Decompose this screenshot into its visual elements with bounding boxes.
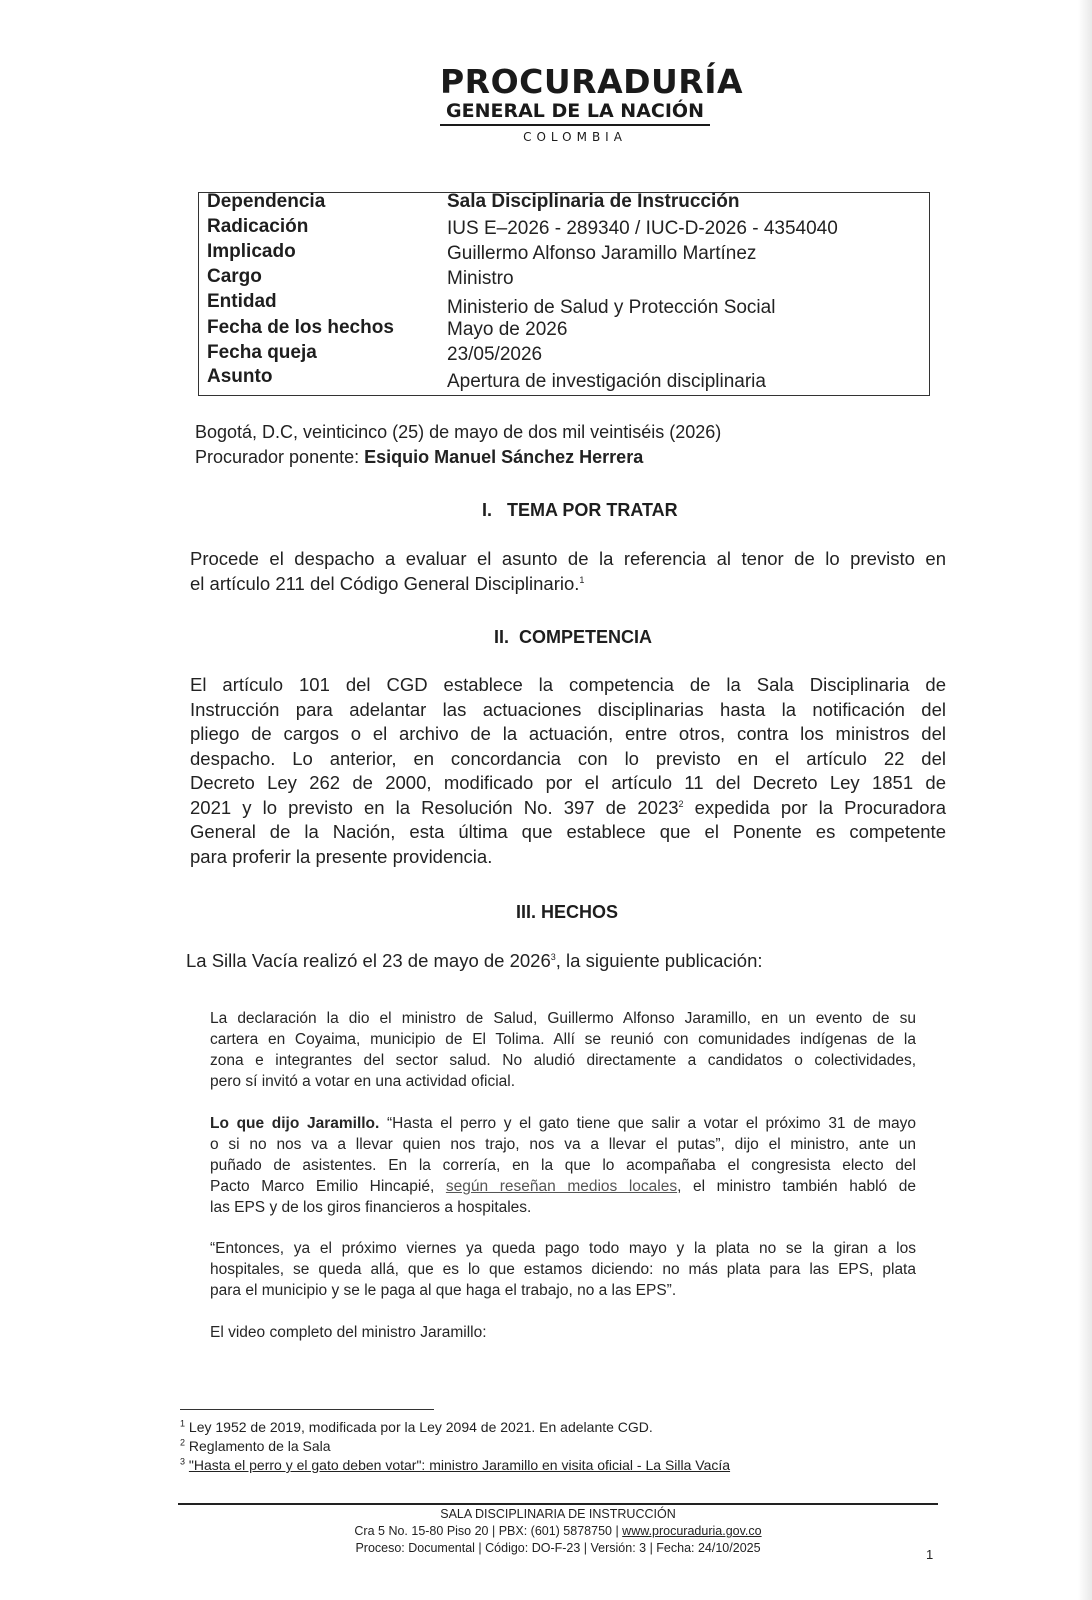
quote-text: “Hasta el perro y el gato tiene que salir a votar el próximo 31 de mayo — [379, 1115, 916, 1132]
info-value: Guillermo Alfonso Jaramillo Martínez — [447, 243, 757, 264]
footnote-number: 1 — [180, 1418, 186, 1429]
quote-line: El video completo del ministro Jaramillo: — [210, 1324, 487, 1341]
footnote-number: 2 — [180, 1437, 186, 1448]
info-row-entidad — [199, 291, 929, 316]
footer-rule — [178, 1503, 938, 1505]
footnote-ref-2: 2 — [678, 798, 684, 809]
quote-line: pero sí invitó a votar en una actividad oficial. — [210, 1073, 516, 1090]
quote-paragraph-1 — [210, 1008, 916, 1092]
footer-contact — [178, 1524, 938, 1538]
info-label: Radicación — [207, 216, 309, 237]
footnote-2 — [180, 1438, 331, 1454]
date-line: Bogotá, D.C, veinticinco (25) de mayo de dos mil veintiséis (2026) — [195, 422, 722, 442]
quote-line: o si no nos va a llevar quien nos trajo, nos va a llevar el putas”, dijo el ministro, ante un — [210, 1136, 916, 1153]
info-label: Fecha queja — [207, 342, 317, 363]
paragraph-line: Procede el despacho a evaluar el asunto de la referencia al tenor de lo previsto en — [190, 548, 946, 569]
info-row-asunto — [199, 366, 929, 391]
quote-paragraph-4 — [210, 1322, 916, 1343]
silla-vacia-link[interactable]: "Hasta el perro y el gato deben votar": ministro Jaramillo en visita oficial - La Silla Vacía — [188, 1457, 731, 1473]
info-value: IUS E–2026 - 289340 / IUC-D-2026 - 4354040 — [447, 218, 838, 239]
paragraph-line: despacho. Lo anterior, en concordancia con lo previsto en el artículo 22 del — [190, 747, 946, 769]
logo-country-text: COLOMBIA — [523, 130, 627, 144]
quote-line: hospitales, se queda allá, que es lo que estamos diciendo: no más plata para las EPS, plata — [210, 1261, 916, 1278]
footnote-ref-3: 3 — [550, 951, 556, 962]
info-row-cargo — [199, 266, 929, 291]
ponente-line — [195, 447, 643, 468]
info-row-fecha-hechos — [199, 317, 929, 342]
info-label: Asunto — [207, 366, 273, 387]
info-value: Mayo de 2026 — [447, 319, 568, 340]
section-3-heading: III. HECHOS — [516, 902, 619, 922]
info-label: Dependencia — [207, 191, 326, 212]
quote-line: las EPS y de los giros financieros a hospitales. — [210, 1199, 532, 1216]
info-value: 23/05/2026 — [447, 344, 543, 365]
quote-text: Pacto Marco Emilio Hincapié, — [210, 1178, 446, 1195]
logo-main-text: PROCURADURÍA — [440, 62, 744, 101]
info-row-dependencia — [199, 191, 929, 216]
logo-rule — [440, 124, 710, 126]
paragraph-text: expedida por la Procuradora — [683, 796, 946, 818]
footnote-text: Ley 1952 de 2019, modificada por la Ley 2094 de 2021. En adelante CGD. — [185, 1419, 653, 1435]
footnote-number: 3 — [180, 1456, 186, 1467]
quote-line: La declaración la dio el ministro de Salud, Guillermo Alfonso Jaramillo, en un evento de su — [210, 1010, 916, 1027]
logo-sub-text: GENERAL DE LA NACIÓN — [446, 100, 704, 122]
ponente-name: Esiquio Manuel Sánchez Herrera — [364, 447, 644, 467]
lead-text: La Silla Vacía realizó el 23 de mayo de 2026 — [186, 950, 551, 971]
quote-paragraph-2 — [210, 1113, 916, 1218]
info-label: Entidad — [207, 291, 277, 312]
quote-line — [210, 1113, 916, 1134]
page-edge-shadow — [1078, 0, 1092, 1600]
paragraph-text: 2021 y lo previsto en la Resolución No. 397 de 2023 — [190, 796, 679, 818]
info-value: Ministro — [447, 268, 514, 289]
info-row-radicacion — [199, 216, 929, 241]
footer-contact-text: Cra 5 No. 15-80 Piso 20 | PBX: (601) 5878750 | — [354, 1524, 623, 1538]
footer-dependency: SALA DISCIPLINARIA DE INSTRUCCIÓN — [440, 1507, 676, 1521]
paragraph-line — [190, 796, 946, 821]
section-2-paragraph — [190, 673, 946, 869]
quote-paragraph-3 — [210, 1238, 916, 1301]
paragraph-line — [190, 572, 946, 597]
paragraph-line: para proferir la presente providencia. — [190, 845, 493, 867]
quote-line: zona e integrantes del sector salud. No aludió directamente a candidatos o colectividades, — [210, 1052, 916, 1069]
quote-bold-lead: Lo que dijo Jaramillo. — [210, 1115, 380, 1132]
section-3-lead — [186, 950, 763, 972]
info-row-fecha-queja — [199, 342, 929, 367]
page-number: 1 — [926, 1547, 934, 1562]
case-info-table — [198, 192, 930, 396]
ponente-label: Procurador ponente: — [195, 447, 365, 467]
quote-text: , el ministro también habló de — [677, 1178, 917, 1195]
info-row-implicado — [199, 241, 929, 266]
info-label: Cargo — [207, 266, 262, 287]
paragraph-line: pliego de cargos o el archivo de la actuación, entre otros, contra los ministros del — [190, 723, 946, 744]
section-2-heading: II. COMPETENCIA — [494, 627, 653, 647]
paragraph-line: Instrucción para adelantar las actuaciones disciplinarias hasta la notificación del — [190, 698, 946, 720]
footnote-text: Reglamento de la Sala — [185, 1438, 331, 1454]
quote-line — [210, 1176, 916, 1197]
paragraph-text: el artículo 211 del Código General Disciplinario. — [190, 572, 580, 594]
quote-line: puñado de asistentes. En la correría, en la que lo acompañaba el congresista electo del — [210, 1157, 916, 1174]
paragraph-line: El artículo 101 del CGD establece la competencia de la Sala Disciplinaria de — [190, 674, 946, 695]
lead-text: , la siguiente publicación: — [555, 950, 763, 971]
section-1-paragraph — [190, 547, 946, 596]
quote-line: “Entonces, ya el próximo viernes ya queda pago todo mayo y la plata no se la giran a los — [210, 1240, 916, 1257]
paragraph-line: General de la Nación, esta última que establece que el Ponente es competente — [190, 821, 946, 842]
info-label: Implicado — [207, 241, 296, 262]
quote-line: para el municipio y se le paga al que haga el trabajo, no a las EPS”. — [210, 1282, 677, 1299]
procuraduria-website-link[interactable]: www.procuraduria.gov.co — [622, 1524, 762, 1538]
footnote-rule — [180, 1409, 434, 1410]
info-value: Ministerio de Salud y Protección Social — [447, 297, 776, 318]
footer-process: Proceso: Documental | Código: DO-F-23 | Versión: 3 | Fecha: 24/10/2025 — [355, 1541, 761, 1555]
info-value: Sala Disciplinaria de Instrucción — [447, 191, 740, 212]
info-label: Fecha de los hechos — [207, 317, 394, 338]
info-value: Apertura de investigación disciplinaria — [447, 371, 766, 392]
quote-line: cartera en Coyaima, municipio de El Tolima. Allí se reunió con comunidades indígenas de la — [210, 1031, 916, 1048]
section-1-heading: I. TEMA POR TRATAR — [482, 500, 678, 520]
procuraduria-logo — [440, 62, 744, 144]
medios-locales-link[interactable]: según reseñan medios locales — [445, 1178, 678, 1195]
footnote-3 — [180, 1457, 730, 1473]
footnote-1 — [180, 1419, 653, 1435]
footnote-ref-1: 1 — [579, 574, 585, 585]
paragraph-line: Decreto Ley 262 de 2000, modificado por el artículo 11 del Decreto Ley 1851 de — [190, 772, 946, 793]
